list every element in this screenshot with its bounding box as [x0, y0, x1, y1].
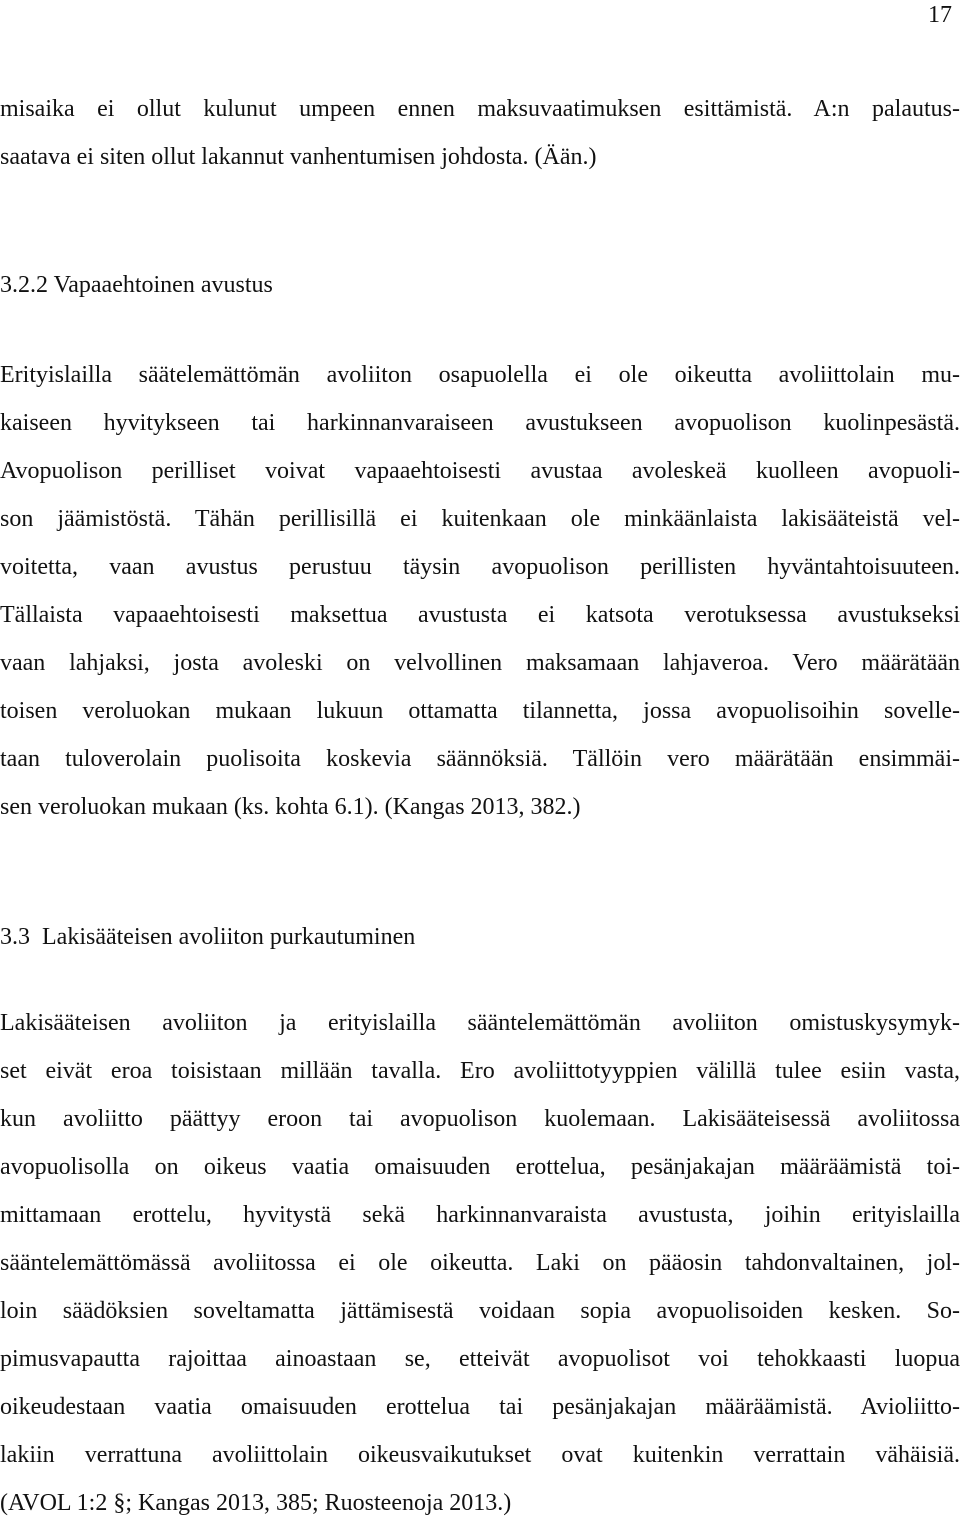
text-line: Avopuolison perilliset voivat vapaaehtoisesti avustaa avoleskeä kuolleen avopuoli- — [0, 458, 960, 484]
text-line: vaan lahjaksi, josta avoleski on velvollinen maksamaan lahjaveroa. Vero määrätään — [0, 650, 960, 676]
text-line: taan tuloverolain puolisoita koskevia säännöksiä. Tällöin vero määrätään ensimmäi- — [0, 746, 960, 772]
text-line: misaika ei ollut kulunut umpeen ennen maksuvaatimuksen esittämistä. A:n palautus- — [0, 96, 960, 122]
text-line: set eivät eroa toisistaan millään tavalla. Ero avoliittotyyppien välillä tulee esiin vasta, — [0, 1058, 960, 1084]
text-line: Lakisääteisen avoliiton ja erityislailla sääntelemättömän avoliiton omistuskysymyk- — [0, 1010, 960, 1036]
text-line: saatava ei siten ollut lakannut vanhentumisen johdosta. (Ään.) — [0, 144, 597, 170]
text-line: son jäämistöstä. Tähän perillisillä ei kuitenkaan ole minkäänlaista lakisääteistä vel- — [0, 506, 960, 532]
text-line: Erityislailla säätelemättömän avoliiton osapuolella ei ole oikeutta avoliittolain mu- — [0, 362, 960, 388]
text-line: loin säädöksien soveltamatta jättämisestä voidaan sopia avopuolisoiden kesken. So- — [0, 1298, 960, 1324]
text-line: mittamaan erottelu, hyvitystä sekä harkinnanvaraista avustusta, joihin erityislailla — [0, 1202, 960, 1228]
page-number: 17 — [928, 2, 952, 28]
text-line: pimusvapautta rajoittaa ainoastaan se, etteivät avopuolisot voi tehokkaasti luopua — [0, 1346, 960, 1372]
text-line: toisen veroluokan mukaan lukuun ottamatta tilannetta, jossa avopuolisoihin sovelle- — [0, 698, 960, 724]
text-line: sääntelemättömässä avoliitossa ei ole oikeutta. Laki on pääosin tahdonvaltainen, jol- — [0, 1250, 960, 1276]
text-line: sen veroluokan mukaan (ks. kohta 6.1). (Kangas 2013, 382.) — [0, 794, 581, 820]
section-heading-3-2-2: 3.2.2 Vapaaehtoinen avustus — [0, 272, 273, 298]
text-line: kaiseen hyvitykseen tai harkinnanvaraiseen avustukseen avopuolison kuolinpesästä. — [0, 410, 960, 436]
text-line: kun avoliitto päättyy eroon tai avopuolison kuolemaan. Lakisääteisessä avoliitossa — [0, 1106, 960, 1132]
section-heading-3-3: 3.3 Lakisääteisen avoliiton purkautuminen — [0, 924, 416, 950]
text-line: oikeudestaan vaatia omaisuuden erottelua tai pesänjakajan määräämistä. Avioliitto- — [0, 1394, 960, 1420]
text-line: Tällaista vapaaehtoisesti maksettua avustusta ei katsota verotuksessa avustukseksi — [0, 602, 960, 628]
text-line: (AVOL 1:2 §; Kangas 2013, 385; Ruosteenoja 2013.) — [0, 1490, 512, 1516]
text-line: avopuolisolla on oikeus vaatia omaisuuden erottelua, pesänjakajan määräämistä toi- — [0, 1154, 960, 1180]
text-line: voitetta, vaan avustus perustuu täysin avopuolison perillisten hyväntahtoisuuteen. — [0, 554, 960, 580]
text-line: lakiin verrattuna avoliittolain oikeusvaikutukset ovat kuitenkin verrattain vähäisiä. — [0, 1442, 960, 1468]
